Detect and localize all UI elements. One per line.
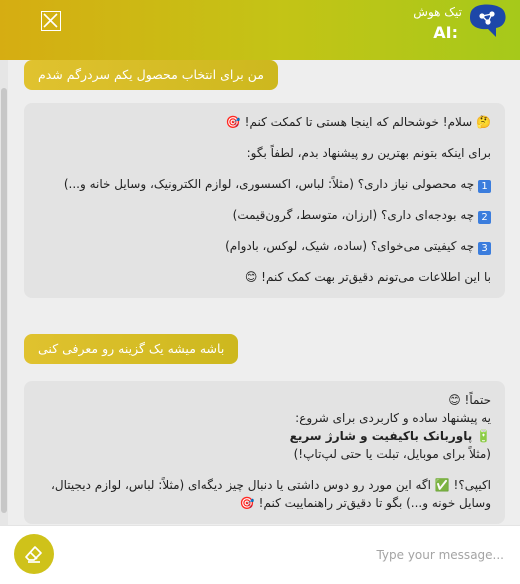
question-3-text: چه کیفیتی می‌خوای؟ (ساده، شیک، لوکس، بادوام): [225, 239, 475, 253]
bot-message-2: [24, 381, 505, 524]
assistant-name: تیک هوش: [413, 5, 462, 19]
user-message-2: باشه میشه یک گزینه رو معرفی کنی: [24, 334, 238, 364]
bot-closing: با این اطلاعات می‌تونم دقیق‌تر بهت کمک کنم! 😊: [244, 270, 491, 284]
bot-greeting: 🤔 سلام! خوشحالم که اینجا هستی تا کمکت کنم! 🎯: [225, 115, 491, 129]
close-button[interactable]: [41, 11, 61, 31]
chat-header: [0, 0, 520, 60]
bot-reply-line-1: حتماً! 😊: [448, 393, 491, 407]
bot-reply-line-2: یه پیشنهاد ساده و کاربردی برای شروع:: [295, 411, 491, 425]
bot-reply-closing: اکیپی؟! ✅ اگه این مورد رو دوس داشتی یا دنبال چیز دیگه‌ای (مثلاً: لباس، لوازم دیجیتال، وسایل خونه و...) بگو تا دقیق‌تر راهنماییت کنم! 🎯: [51, 478, 491, 510]
product-suggestion: [38, 427, 491, 445]
number-3-icon: 3: [478, 242, 491, 255]
question-3: [38, 237, 491, 255]
assistant-subtitle: AI:: [433, 23, 458, 42]
bot-intro: برای اینکه بتونم بهترین رو پیشنهاد بدم، لطفاً بگو:: [246, 146, 491, 160]
question-1-text: چه محصولی نیاز داری؟ (مثلاً: لباس، اکسسوری، لوازم الکترونیک، وسایل خانه و...): [63, 177, 475, 191]
battery-icon: 🔋: [476, 429, 491, 443]
chat-scrollbar[interactable]: [0, 60, 8, 525]
chat-area[interactable]: [0, 60, 520, 525]
brain-chat-icon: [467, 4, 507, 40]
bot-reply-line-4: (مثلاً برای موبایل، تبلت یا حتی لپ‌تاپ!): [293, 447, 491, 461]
message-composer: [0, 525, 520, 584]
message-input[interactable]: [70, 540, 506, 570]
eraser-icon: [24, 544, 44, 564]
scrollbar-thumb[interactable]: [1, 88, 7, 513]
number-1-icon: 1: [478, 180, 491, 193]
close-icon: [42, 12, 59, 29]
question-2-text: چه بودجه‌ای داری؟ (ارزان، متوسط، گرون‌قیمت): [232, 208, 475, 222]
clear-chat-button[interactable]: [14, 534, 54, 574]
user-message-1: من برای انتخاب محصول یکم سردرگم شدم: [24, 60, 278, 90]
question-2: [38, 206, 491, 224]
product-name: پاوربانک باکیفیت و شارژ سریع: [289, 429, 473, 443]
bot-message-1: [24, 103, 505, 298]
question-1: [38, 175, 491, 193]
number-2-icon: 2: [478, 211, 491, 224]
